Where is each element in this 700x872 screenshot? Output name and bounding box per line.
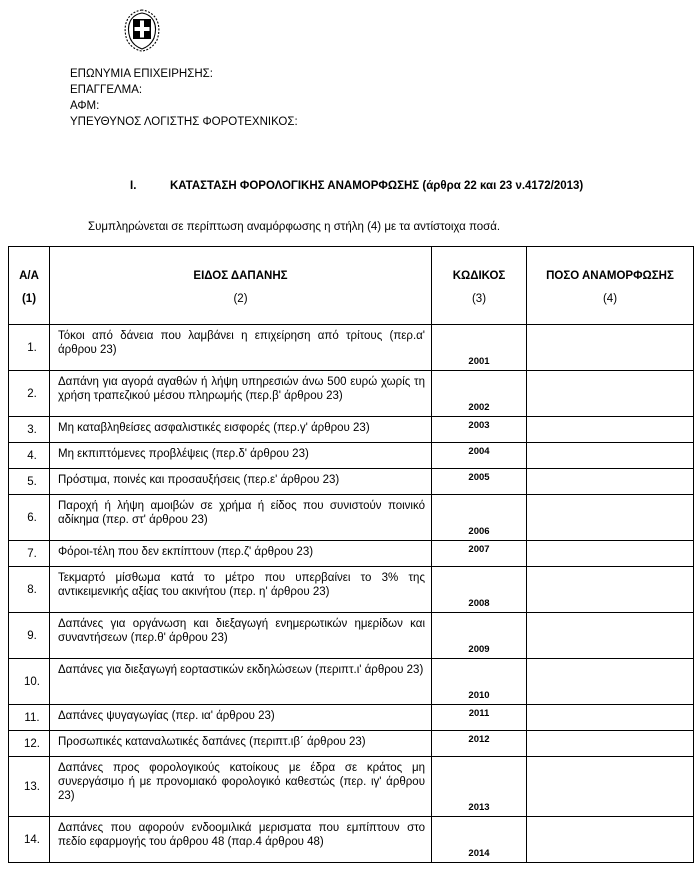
row-amount-cell[interactable]	[527, 495, 694, 541]
row-number: 10.	[9, 659, 50, 705]
row-code: 2002	[432, 371, 527, 417]
table-row	[9, 659, 694, 705]
row-code: 2011	[432, 705, 527, 731]
row-number: 8.	[9, 567, 50, 613]
row-description: Προσωπικές καταναλωτικές δαπάνες (περιπτ.ιβ΄ άρθρου 23)	[50, 731, 432, 757]
header-aa: Α/Α (1)	[9, 247, 50, 325]
row-code: 2005	[432, 469, 527, 495]
table-row	[9, 371, 694, 417]
greek-coat-of-arms-icon	[122, 8, 162, 52]
tax-adjustment-table	[8, 246, 694, 863]
table-row	[9, 541, 694, 567]
row-code: 2001	[432, 325, 527, 371]
row-code: 2004	[432, 443, 527, 469]
section-title	[130, 180, 583, 192]
row-amount-cell[interactable]	[527, 817, 694, 863]
table-row	[9, 443, 694, 469]
row-code: 2012	[432, 731, 527, 757]
table-row	[9, 757, 694, 817]
row-description: Μη εκπιπτόμενες προβλέψεις (περ.δ' άρθρου 23)	[50, 443, 432, 469]
table-row	[9, 325, 694, 371]
row-amount-cell[interactable]	[527, 567, 694, 613]
row-number: 2.	[9, 371, 50, 417]
section-title-text: ΚΑΤΑΣΤΑΣΗ ΦΟΡΟΛΟΓΙΚΗΣ ΑΝΑΜΟΡΦΩΣΗΣ	[170, 180, 420, 192]
row-amount-cell[interactable]	[527, 469, 694, 495]
row-number: 6.	[9, 495, 50, 541]
row-number: 3.	[9, 417, 50, 443]
row-code: 2007	[432, 541, 527, 567]
row-code: 2014	[432, 817, 527, 863]
row-amount-cell[interactable]	[527, 371, 694, 417]
table-row	[9, 469, 694, 495]
row-description: Δαπάνες προς φορολογικούς κατοίκους με έδρα σε κράτος μη συνεργάσιμο ή με προνομιακό φορολογικό καθεστώς (περ. ιγ' άρθρου 23)	[50, 757, 432, 817]
row-number: 13.	[9, 757, 50, 817]
row-code: 2013	[432, 757, 527, 817]
row-number: 1.	[9, 325, 50, 371]
row-code: 2008	[432, 567, 527, 613]
row-number: 12.	[9, 731, 50, 757]
row-amount-cell[interactable]	[527, 731, 694, 757]
header-adjustment-amount: ΠΟΣΟ ΑΝΑΜΟΡΦΩΣΗΣ (4)	[527, 247, 694, 325]
row-description: Δαπάνες για οργάνωση και διεξαγωγή ενημερωτικών ημερίδων και συναντήσεων (περ.θ' άρθρου 23)	[50, 613, 432, 659]
row-number: 14.	[9, 817, 50, 863]
row-description: Δαπάνες ψυγαγωγίας (περ. ια' άρθρου 23)	[50, 705, 432, 731]
row-description: Δαπάνες που αφορούν ενδοομιλικά μερισματα που εμπίπτουν στο πεδίο εφαρμογής του άρθρου 48 (παρ.4 άρθρου 48)	[50, 817, 432, 863]
row-description: Τεκμαρτό μίσθωμα κατά το μέτρο που υπερβαίνει το 3% της αντικειμενικής αξίας του ακινήτου (περ. η' άρθρου 23)	[50, 567, 432, 613]
company-name-label: ΕΠΩΝΥΜΙΑ ΕΠΙΧΕΙΡΗΣΗΣ:	[70, 68, 213, 80]
row-description: Παροχή ή λήψη αμοιβών σε χρήμα ή είδος που συνιστούν ποινικό αδίκημα (περ. στ' άρθρου 23)	[50, 495, 432, 541]
row-code: 2003	[432, 417, 527, 443]
row-amount-cell[interactable]	[527, 417, 694, 443]
row-amount-cell[interactable]	[527, 541, 694, 567]
row-description: Φόροι-τέλη που δεν εκπίπτουν (περ.ζ' άρθρου 23)	[50, 541, 432, 567]
accountant-label: ΥΠΕΥΘΥΝΟΣ ΛΟΓΙΣΤΗΣ ΦΟΡΟΤΕΧΝΙΚΟΣ:	[70, 116, 298, 128]
instruction-text: Συμπληρώνεται σε περίπτωση αναμόρφωσης η στήλη (4) με τα αντίστοιχα ποσά.	[88, 221, 501, 233]
row-description: Πρόστιμα, ποινές και προσαυξήσεις (περ.ε' άρθρου 23)	[50, 469, 432, 495]
header-expense-type: ΕΙΔΟΣ ΔΑΠΑΝΗΣ (2)	[50, 247, 432, 325]
table-row	[9, 817, 694, 863]
row-description: Δαπάνες για διεξαγωγή εορταστικών εκδηλώσεων (περιπτ.ι' άρθρου 23)	[50, 659, 432, 705]
row-code: 2010	[432, 659, 527, 705]
row-number: 9.	[9, 613, 50, 659]
header-code: ΚΩΔΙΚΟΣ (3)	[432, 247, 527, 325]
row-amount-cell[interactable]	[527, 705, 694, 731]
row-code: 2006	[432, 495, 527, 541]
row-code: 2009	[432, 613, 527, 659]
row-description: Τόκοι από δάνεια που λαμβάνει η επιχείρηση από τρίτους (περ.α' άρθρου 23)	[50, 325, 432, 371]
row-number: 11.	[9, 705, 50, 731]
table-row	[9, 417, 694, 443]
row-description: Μη καταβληθείσες ασφαλιστικές εισφορές (περ.γ' άρθρου 23)	[50, 417, 432, 443]
row-number: 4.	[9, 443, 50, 469]
table-row	[9, 613, 694, 659]
section-number: I.	[130, 180, 137, 192]
row-amount-cell[interactable]	[527, 659, 694, 705]
row-amount-cell[interactable]	[527, 613, 694, 659]
row-amount-cell[interactable]	[527, 443, 694, 469]
section-subtitle: (άρθρα 22 και 23 ν.4172/2013)	[422, 180, 584, 192]
table-header-row	[9, 247, 694, 325]
row-amount-cell[interactable]	[527, 325, 694, 371]
row-number: 7.	[9, 541, 50, 567]
table-row	[9, 705, 694, 731]
afm-label: ΑΦΜ:	[70, 100, 100, 112]
table-row	[9, 495, 694, 541]
table-row	[9, 567, 694, 613]
profession-label: ΕΠΑΓΓΕΛΜΑ:	[70, 84, 143, 96]
row-description: Δαπάνη για αγορά αγαθών ή λήψη υπηρεσιών άνω 500 ευρώ χωρίς τη χρήση τραπεζικού μέσου πληρωμής (περ.β' άρθρου 23)	[50, 371, 432, 417]
row-amount-cell[interactable]	[527, 757, 694, 817]
company-info	[70, 66, 298, 130]
row-number: 5.	[9, 469, 50, 495]
table-row	[9, 731, 694, 757]
